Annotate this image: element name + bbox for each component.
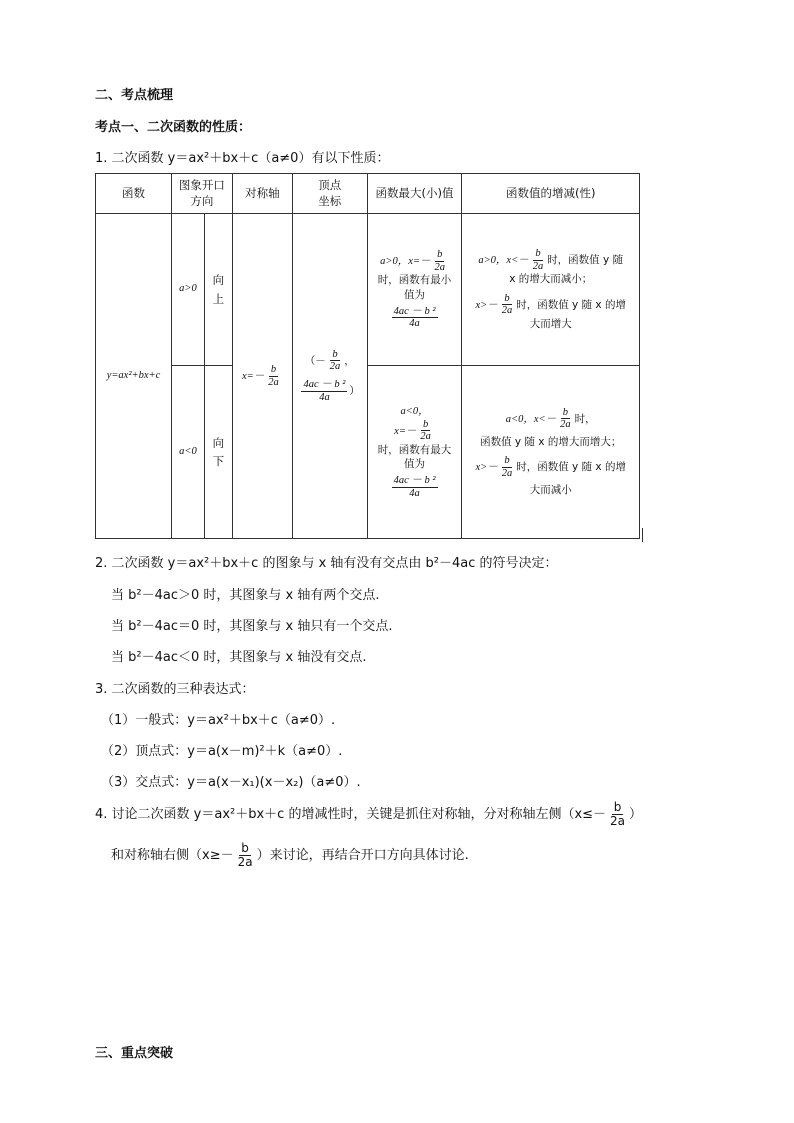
a-positive-cell: a>0 [171,214,204,366]
item-3-vertex-form: （2）顶点式：y＝a(x－m)²＋k（a≠0）. [101,744,343,759]
header-extreme: 函数最大(小)值 [367,174,462,214]
header-function: 函数 [96,174,172,214]
item-3-intercept-form: （3）交点式：y＝a(x－x₁)(x－x₂)（a≠0）. [101,775,361,790]
a-negative-cell: a<0 [171,366,204,539]
monotonic-negative-cell: a<0，x<－ $\frac{b}{2a}$ 时， 函数值 y 随 x 的增大而增大； x>－ $\frac{b}{2a}$ 时，函数值 y 随 x 的增 大而减小 [462,366,640,539]
item-2-case-negative: 当 b²－4ac＜0 时，其图象与 x 轴没有交点. [111,650,367,665]
header-axis: 对称轴 [232,174,292,214]
monotonic-positive-cell: a>0，x<－ $\frac{b}{2a}$ 时，函数值 y 随 x 的增大而减小； x>－ $\frac{b}{2a}$ 时，函数值 y 随 x 的增 大而增大 [462,214,640,366]
open-down-cell: 向下 [204,366,232,539]
header-opening: 图象开口方向 [171,174,232,214]
item-4-line-2: 和对称轴右侧（x≥－ $\frac{b}{2a}$ ）来讨论，再结合开口方向具体讨论. [111,841,469,870]
item-3-text: 3. 二次函数的三种表达式： [95,682,255,697]
table-header-row [96,174,640,214]
vertex-cell: （－ $\frac{b}{2a}$ ， $\frac{\text{4ac － b ²}}{4a}$ ） [292,214,367,539]
properties-table [95,173,640,539]
table-row [96,366,640,539]
header-monotonic: 函数值的增减(性) [462,174,640,214]
item-2-text: 2. 二次函数 y＝ax²＋bx＋c 的图象与 x 轴有没有交点由 b²－4ac 的符号决定： [95,556,558,571]
item-2-case-zero: 当 b²－4ac＝0 时，其图象与 x 轴只有一个交点. [111,619,393,634]
max-value-negative-cell: a<0， x=－ $\frac{b}{2a}$ 时，函数有最大 值为 $\frac{\text{4ac － b ²}}{4a}$ [367,366,462,539]
item-3-general-form: （1）一般式：y＝ax²＋bx＋c（a≠0）. [101,713,336,728]
text-cursor [642,528,643,542]
open-up-cell: 向上 [204,214,232,366]
item-4-line-1: 4. 讨论二次函数 y＝ax²＋bx＋c 的增减性时，关键是抓住对称轴，分对称轴左侧（x≤－ $\frac{b}{2a}$ ） [95,800,643,829]
section-3-title: 三、重点突破 [95,1046,174,1061]
section-2-title: 二、考点梳理 [95,88,174,103]
table-row [96,214,640,366]
header-vertex: 顶点坐标 [292,174,367,214]
item-1-text: 1. 二次函数 y＝ax²＋bx＋c（a≠0）有以下性质： [95,151,390,166]
max-value-positive-cell: a>0，x=－ $\frac{b}{2a}$ 时，函数有最小 值为 $\frac{\text{4ac － b ²}}{4a}$ [367,214,462,366]
item-2-case-positive: 当 b²－4ac＞0 时，其图象与 x 轴有两个交点. [111,588,380,603]
axis-cell: x=－ $\frac{b}{2a}$ [232,214,292,539]
function-cell: y=ax²+bx+c [96,214,172,539]
topic-1-title: 考点一、二次函数的性质： [95,120,252,135]
